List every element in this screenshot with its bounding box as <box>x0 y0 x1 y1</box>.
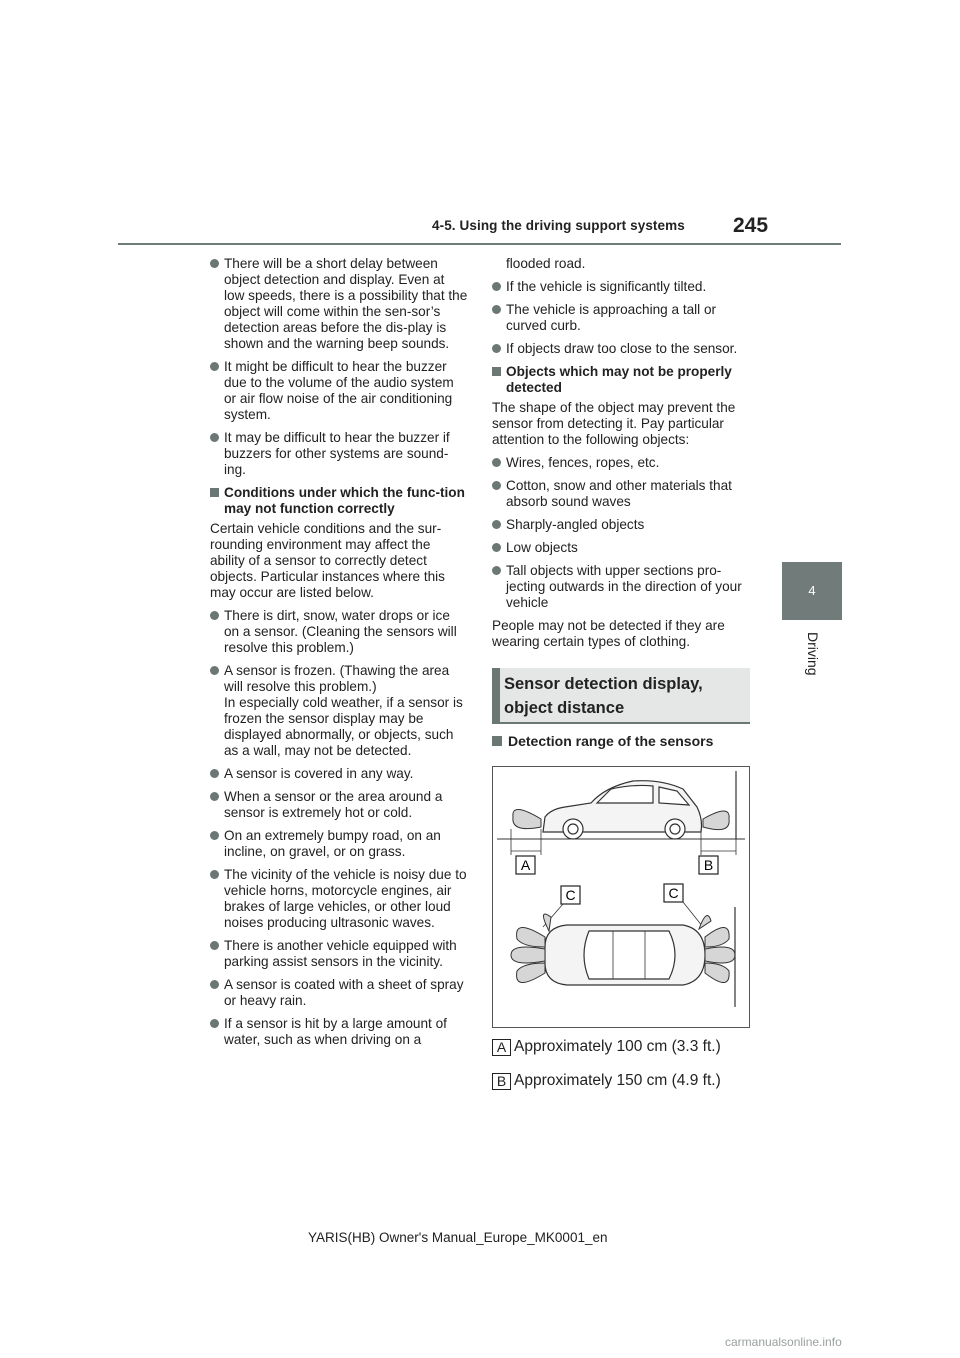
watermark: carmanualsonline.info <box>725 1335 842 1349</box>
legend-a <box>492 1038 721 1056</box>
section-title-line2: object distance <box>504 699 625 717</box>
list-item: The vicinity of the vehicle is noisy due to vehicle horns, motorcycle engines, air brakes of large vehicles, or other loud noises producing ultrasonic waves. <box>210 867 468 931</box>
list-item: Wires, fences, ropes, etc. <box>492 455 752 471</box>
sensor-range-diagram <box>493 767 749 1027</box>
list-item: If objects draw too close to the sensor. <box>492 341 752 357</box>
label-b: B <box>703 857 714 873</box>
list-item: The vehicle is approaching a tall or curved curb. <box>492 302 752 334</box>
chapter-tab-label-text: Driving <box>805 632 821 676</box>
subheading: Conditions under which the func-tion may not function correctly <box>210 485 468 517</box>
subheading: Objects which may not be properly detected <box>492 364 752 396</box>
header-rule <box>118 243 841 245</box>
left-column <box>210 256 468 1055</box>
list-item: Cotton, snow and other materials that absorb sound waves <box>492 478 752 510</box>
section-header: 4-5. Using the driving support systems <box>432 218 685 233</box>
sensor-range-figure <box>492 766 750 1028</box>
label-c-right: C <box>668 885 679 901</box>
list-item-continuation: In especially cold weather, if a sensor is frozen the sensor display may be displayed abnormally, or objects, such as a wall, may not be detected. <box>224 695 463 758</box>
list-item: There will be a short delay between object detection and display. Even at low speeds, there is a possibility that the object will come within the sen-sor’s detection areas before the dis-play is shown and the warning beep sounds. <box>210 256 468 352</box>
list-item: Sharply-angled objects <box>492 517 752 533</box>
chapter-tab-label <box>801 632 827 702</box>
paragraph: People may not be detected if they are wearing certain types of clothing. <box>492 618 725 649</box>
paragraph: The shape of the object may prevent the sensor from detecting it. Pay particular attention to the following objects: <box>492 400 736 447</box>
section-title-box <box>492 668 750 724</box>
paragraph: Certain vehicle conditions and the sur-rounding environment may affect the ability of a sensor to correctly detect objects. Particular instances where this may occur are listed below. <box>210 521 445 600</box>
page-number: 245 <box>733 214 769 237</box>
legend-b-key: B <box>492 1073 511 1090</box>
list-item: There is another vehicle equipped with parking assist sensors in the vicinity. <box>210 938 468 970</box>
list-item: A sensor is frozen. (Thawing the area will resolve this problem.) <box>210 663 468 695</box>
list-item: A sensor is covered in any way. <box>210 766 468 782</box>
label-a: A <box>520 857 531 873</box>
list-item: Tall objects with upper sections pro-jecting outwards in the direction of your vehicle <box>492 563 752 611</box>
rear-side-sensor-lobe <box>703 811 729 830</box>
list-item: It may be difficult to hear the buzzer if buzzers for other systems are sound-ing. <box>210 430 468 478</box>
paragraph-continuation: flooded road. <box>506 256 586 271</box>
list-item: It might be difficult to hear the buzzer due to the volume of the audio system or air flow noise of the air conditioning system. <box>210 359 468 423</box>
list-item: On an extremely bumpy road, on an incline, on gravel, or on grass. <box>210 828 468 860</box>
footer-manual-id: YARIS(HB) Owner's Manual_Europe_MK0001_en <box>308 1230 608 1245</box>
label-c-left: C <box>565 887 576 903</box>
legend-b-text: Approximately 150 cm (4.9 ft.) <box>514 1072 721 1089</box>
detection-heading: Detection range of the sensors <box>492 733 713 749</box>
list-item: Low objects <box>492 540 752 556</box>
legend-b <box>492 1072 721 1090</box>
legend-a-text: Approximately 100 cm (3.3 ft.) <box>514 1038 721 1055</box>
list-item: If a sensor is hit by a large amount of water, such as when driving on a <box>210 1016 468 1048</box>
list-item: When a sensor or the area around a sensor is extremely hot or cold. <box>210 789 468 821</box>
front-side-sensor-lobe <box>513 809 541 828</box>
car-top-view <box>545 925 705 985</box>
section-title-bar <box>492 668 500 724</box>
list-item: There is dirt, snow, water drops or ice on a sensor. (Cleaning the sensors will resolve this problem.) <box>210 608 468 656</box>
car-side-view <box>543 781 702 839</box>
legend-a-key: A <box>492 1039 511 1056</box>
list-item: A sensor is coated with a sheet of spray or heavy rain. <box>210 977 468 1009</box>
chapter-tab-number: 4 <box>782 562 842 620</box>
list-item: If the vehicle is significantly tilted. <box>492 279 752 295</box>
section-title <box>504 672 703 720</box>
right-column <box>492 256 752 657</box>
section-title-line1: Sensor detection display, <box>504 675 703 693</box>
